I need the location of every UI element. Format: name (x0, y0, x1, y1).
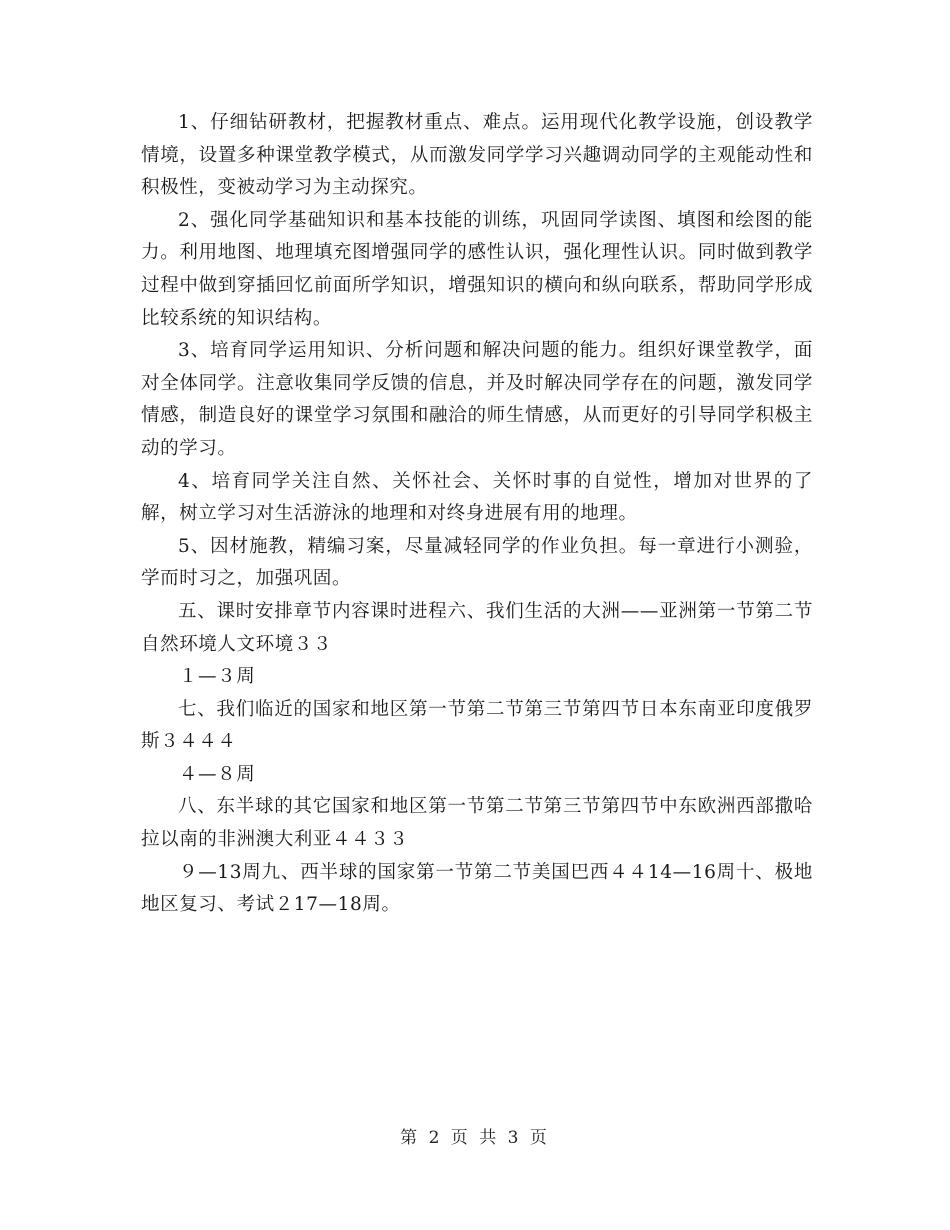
paragraph-4: 4、培育同学关注自然、关怀社会、关怀时事的自觉性，增加对世界的了解，树立学习对生活游泳的地理和对终身进展有用的地理。 (141, 470, 813, 525)
paragraph-2: 2、强化同学基础知识和基本技能的训练，巩固同学读图、填图和绘图的能力。利用地图、地理填充图增强同学的感性认识，强化理性认识。同时做到教学过程中做到穿插回忆前面所学知识，增强知识的横向和纵向联系，帮助同学形成比较系统的知识结构。 (141, 209, 813, 329)
paragraph-weeks-1: １—３周 (178, 666, 256, 688)
paragraph-weeks-2: ４—８周 (178, 763, 256, 785)
page-number-footer: 第 2 页 共 3 页 (400, 1128, 550, 1148)
paragraph-schedule-4: ９—13周九、西半球的国家第一节第二节美国巴西４４14—16周十、极地地区复习、考试２17—18周。 (141, 861, 813, 916)
paragraph-3: 3、培育同学运用知识、分析问题和解决问题的能力。组织好课堂教学，面对全体同学。注意收集同学反馈的信息，并及时解决同学存在的问题，激发同学情感，制造良好的课堂学习氛围和融洽的师生情感，从而更好的引导同学积极主动的学习。 (141, 340, 813, 459)
paragraph-schedule-2: 七、我们临近的国家和地区第一节第二节第三节第四节日本东南亚印度俄罗斯３４４４ (141, 698, 813, 753)
document-body (141, 107, 813, 922)
paragraph-schedule-1: 五、课时安排章节内容课时进程六、我们生活的大洲——亚洲第一节第二节自然环境人文环境３３ (141, 600, 813, 655)
paragraph-schedule-3: 八、东半球的其它国家和地区第一节第二节第三节第四节中东欧洲西部撒哈拉以南的非洲澳大利亚４４３３ (141, 796, 813, 851)
paragraph-1: 1、仔细钻研教材，把握教材重点、难点。运用现代化教学设施，创设教学情境，设置多种课堂教学模式，从而激发同学学习兴趣调动同学的主观能动性和积极性，变被动学习为主动探究。 (141, 112, 813, 199)
paragraph-5: 5、因材施教，精编习案，尽量减轻同学的作业负担。每一章进行小测验，学而时习之，加强巩固。 (141, 535, 813, 590)
